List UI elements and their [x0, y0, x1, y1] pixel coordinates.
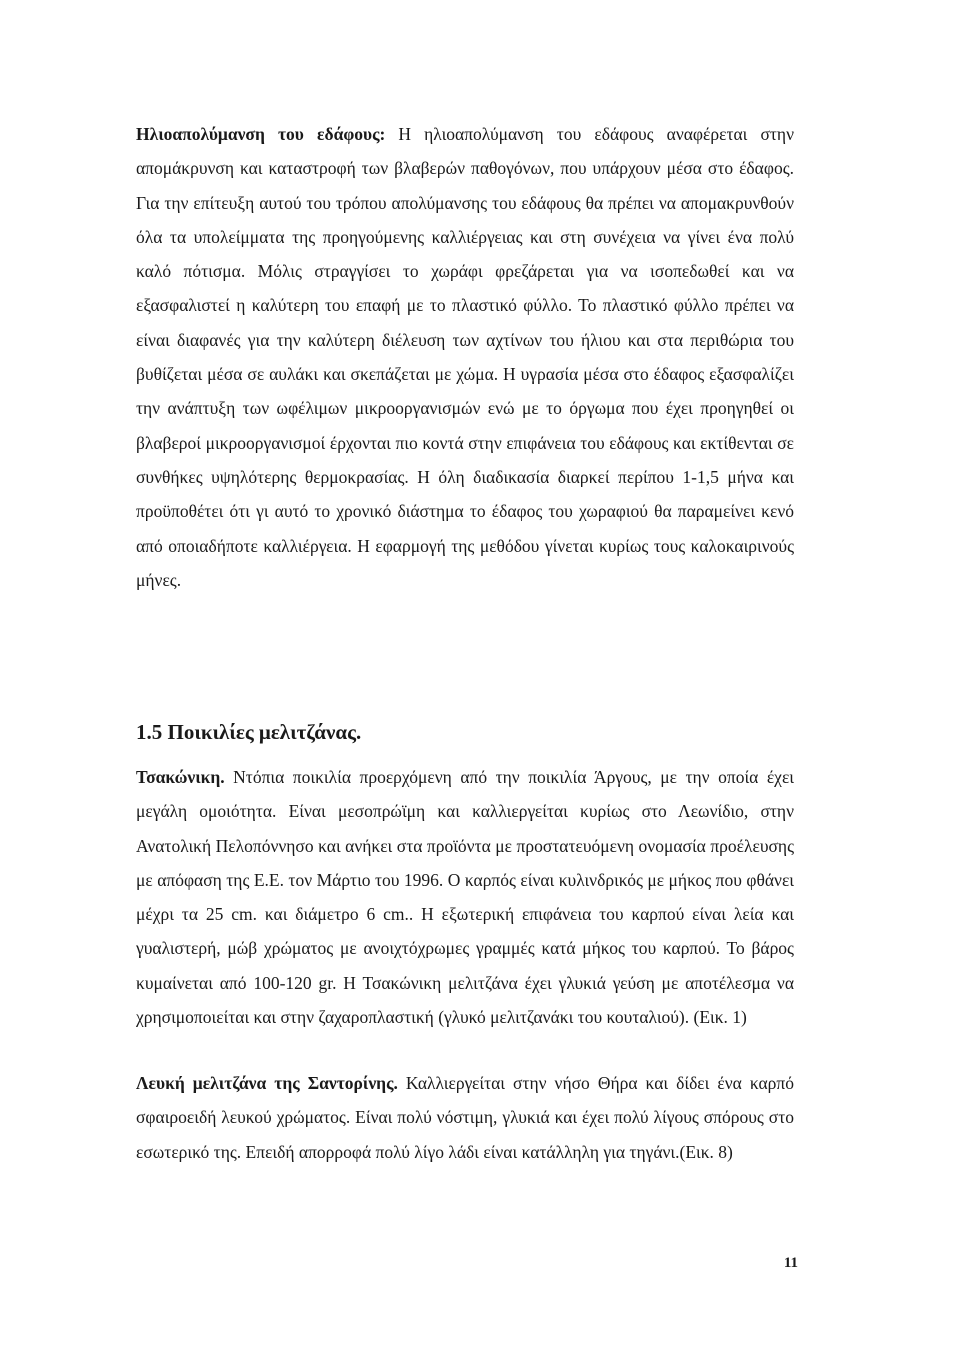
paragraph-santorini-white-eggplant — [136, 1066, 794, 1169]
paragraph-body-text: Ντόπια ποικιλία προερχόμενη από την ποικιλία Άργους, με την οποία έχει μεγάλη ομοιότητα. Είναι μεσοπρώϊμη και καλλιεργείται κυρίως στο Λεωνίδιο, στην Ανατολική Πελοπόννησο και ανήκει στα προϊόντα με προστατευόμενη ονομασία προέλευσης με απόφαση της Ε.Ε. τον Μάρτιο του 1996. Ο καρπός είναι κυλινδρικός με μήκος που φθάνει μέχρι τα 25 cm. και διάμετρο 6 cm.. Η εξωτερική επιφάνεια του καρπού είναι λεία και γυαλιστερή, μώβ χρώματος με ανοιχτόχρωμες γραμμές κατά μήκος του καρπού. Το βάρος κυμαίνεται από 100-120 gr. Η Τσακώνικη μελιτζάνα έχει γλυκιά γεύση με αποτέλεσμα να χρησιμοποιείται και στην ζαχαροπλαστική (γλυκό μελιτζανάκι του κουταλιού). (Εικ. 1) — [136, 767, 794, 1028]
paragraph-body-text: Η ηλιοαπολύμανση του εδάφους αναφέρεται στην απομάκρυνση και καταστροφή των βλαβερών παθογόνων, που υπάρχουν μέσα στο έδαφος. Για την επίτευξη αυτού του τρόπου απολύμανσης του εδάφους θα πρέπει να απομακρυνθούν όλα τα υπολείμματα της προηγούμενης καλλιέργειας και στη συνέχεια να γίνει ένα πολύ καλό πότισμα. Μόλις στραγγίσει το χωράφι φρεζάρεται για να ισοπεδωθεί και να εξασφαλιστεί η καλύτερη του επαφή με το πλαστικό φύλλο. Το πλαστικό φύλλο πρέπει να είναι διαφανές για την καλύτερη διέλευση των αχτίνων του ήλιου και στα περιθώρια του βυθίζεται μέσα σε αυλάκι και σκεπάζεται με χώμα. Η υγρασία μέσα στο έδαφος εξασφαλίζει την ανάπτυξη των ωφέλιμων μικροοργανισμών ενώ με το όργωμα που έχει προηγηθεί οι βλαβεροί μικροοργανισμοί έρχονται πιο κοντά στην επιφάνεια του εδάφους και εκτίθενται σε συνθήκες υψηλότερης θερμοκρασίας. Η όλη διαδικασία διαρκεί περίπου 1-1,5 μήνα και προϋποθέτει ότι γι αυτό το χρονικό διάστημα το έδαφος του χωραφιού θα παραμείνει κενό από οποιαδήποτε καλλιέργεια. Η εφαρμογή της μεθόδου γίνεται κυρίως τους καλοκαιρινούς μήνες. — [136, 124, 794, 590]
page-number: 11 — [783, 1255, 798, 1271]
paragraph-lead-term: Λευκή μελιτζάνα της Σαντορίνης. — [136, 1073, 398, 1093]
section-heading: 1.5 Ποικιλίες μελιτζάνας. — [136, 720, 362, 744]
paragraph-soil-solarization — [136, 117, 794, 597]
paragraph-tsakoniki-variety — [136, 760, 794, 1034]
paragraph-lead-term: Ηλιοαπολύμανση του εδάφους: — [136, 124, 386, 144]
paragraph-body-text: Καλλιεργείται στην νήσο Θήρα και δίδει ένα καρπό σφαιροειδή λευκού χρώματος. Είναι πολύ νόστιμη, γλυκιά και έχει πολύ λίγους σπόρους στο εσωτερικό της. Επειδή απορροφά πολύ λίγο λάδι είναι κατάλληλη για τηγάνι.(Εικ. 8) — [136, 1073, 795, 1162]
paragraph-lead-term: Τσακώνικη. — [136, 767, 225, 787]
